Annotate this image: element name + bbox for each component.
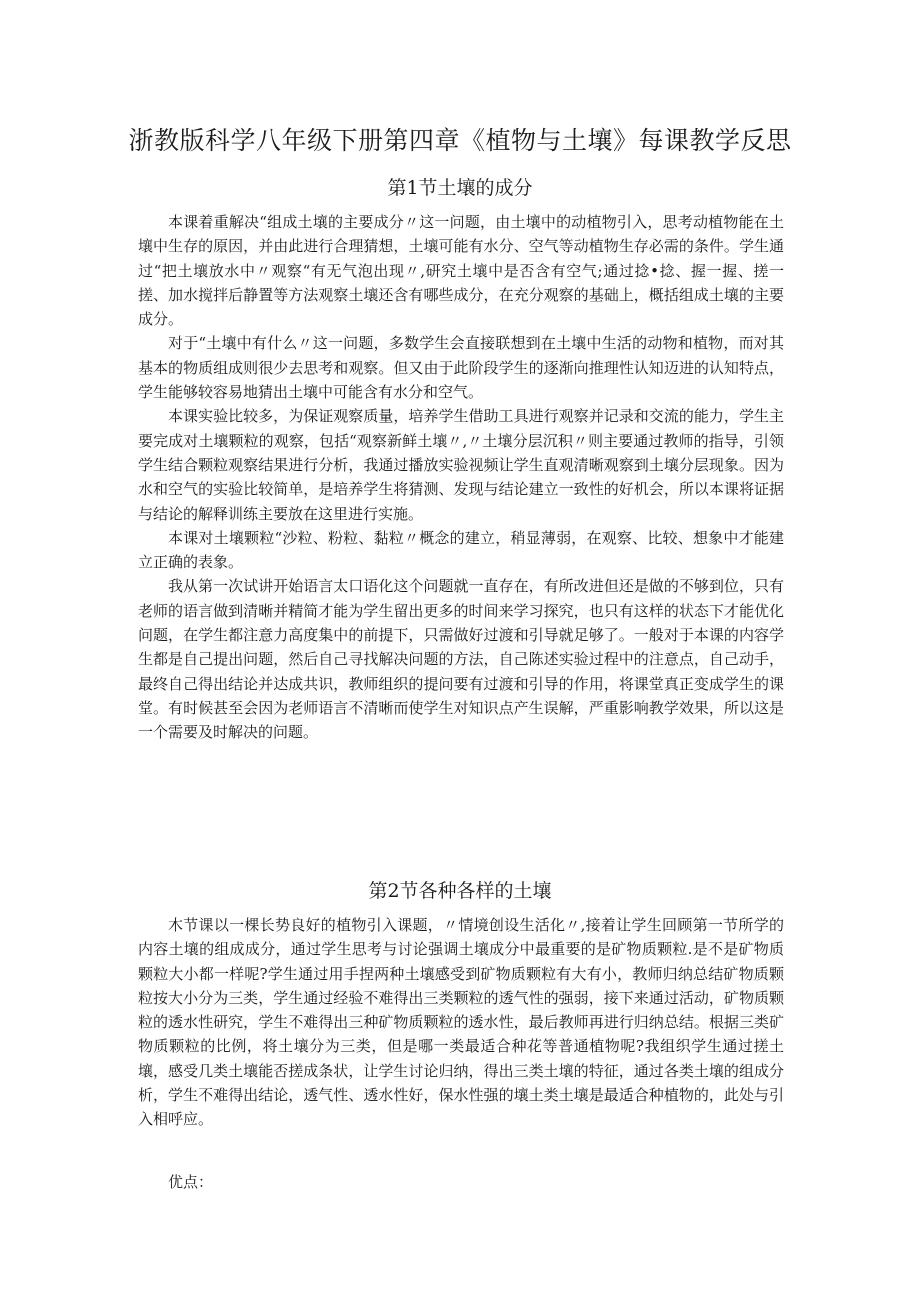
section-1-paragraph: 本课对土壤颗粒“沙粒、粉粒、黏粒〃概念的建立，稍显薄弱，在观察、比较、想象中才能建立正确的表象。 [138, 528, 784, 572]
section-1-paragraph: 对于“土壤中有什么〃这一问题，多数学生会直接联想到在土壤中生活的动物和植物，而对其基本的物质组成则很少去思考和观察。但又由于此阶段学生的逐渐向推理性认知迈进的认知特点，学生能够较容易地猜出土壤中可能含有水分和空气。 [138, 334, 784, 402]
section-1-paragraph: 我从第一次试讲开始语言太口语化这个问题就一直存在，有所改进但还是做的不够到位，只有老师的语言做到清晰并精简才能为学生留出更多的时间来学习探究，也只有这样的状态下才能优化问题，在学生都注意力高度集中的前提下，只需做好过渡和引导就足够了。一般对于本课的内容学生都是自己提出问题，然后自己寻找解决问题的方法，自己陈述实验过程中的注意点，自己动手，最终自己得出结论并达成共识，教师组织的提问要有过渡和引导的作用，将课堂真正变成学生的课堂。有时候甚至会因为老师语言不清晰而使学生对知识点产生误解，严重影响教学效果，所以这是一个需要及时解决的问题。 [138, 577, 784, 742]
section-1-body [138, 210, 784, 745]
section-1-paragraph: 本课实验比较多，为保证观察质量，培养学生借助工具进行观察并记录和交流的能力，学生主要完成对土壤颗粒的观察，包括“观察新鲜土壤〃,〃土壤分层沉积〃则主要通过教师的指导，引领学生结合颗粒观察结果进行分析，我通过播放实验视频让学生直观清晰观察到土壤分层现象。因为水和空气的实验比较简单，是培养学生将猜测、发现与结论建立一致性的好机会，所以本课将证据与结论的解释训练主要放在这里进行实施。 [138, 407, 784, 523]
section-2-paragraph: 木节课以一棵长势良好的植物引入课题，〃情境创设生活化〃,接着让学生回顾第一节所学的内容土壤的组成成分，通过学生思考与讨论强调土壤成分中最重要的是矿物质颗粒.是不是矿物质颗粒大小都一样呢?学生通过用手捏两种土壤感受到矿物质颗粒有大有小，教师归纳总结矿物质颗粒按大小分为三类，学生通过经验不难得出三类颗粒的透气性的强弱，接下来通过活动，矿物质颗粒的透水性研究，学生不难得出三种矿物质颗粒的透水性，最后教师再进行归纳总结。根据三类矿物质颗粒的比例，将土壤分为三类，但是哪一类最适合种花等普通植物呢?我组织学生通过搓土壤，感受几类土壤能否搓成条状，让学生讨论归纳，得出三类土壤的特征，通过各类土壤的组成分析，学生不难得出结论，透气性、透水性好，保水性强的壤土类土壤是最适合种植物的，此处与引入相呼应。 [138, 916, 784, 1129]
advantages-label: 优点： [168, 1173, 214, 1191]
section-2-title: 第2节各种各样的土壤 [368, 880, 552, 902]
document-title: 浙教版科学八年级下册第四章《植物与土壤》每课教学反思 [128, 126, 792, 155]
section-1-paragraph: 本课着重解决“组成土壤的主要成分〃这一问题，由土壤中的动植物引入，思考动植物能在土壤中生存的原因，并由此进行合理猜想，土壤可能有水分、空气等动植物生存必需的条件。学生通过“把土壤放水中〃观察“有无气泡出现〃,研究土壤中是否含有空气;通过捻•捻、握一握、搓一搓、加水搅拌后静置等方法观察土壤还含有哪些成分，在充分观察的基础上，概括组成土壤的主要成分。 [138, 213, 784, 329]
section-2-body [138, 913, 784, 1132]
section-1-title: 第1节土壤的成分 [387, 177, 533, 199]
